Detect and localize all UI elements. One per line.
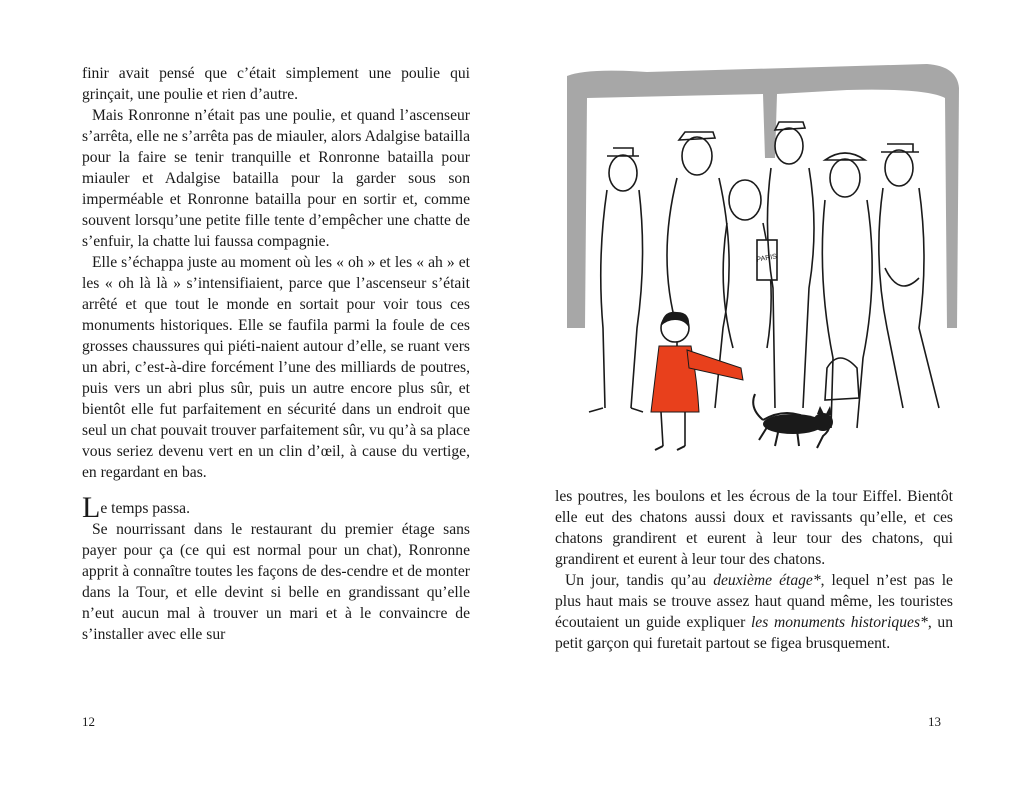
glossary-term: les monuments historiques*	[750, 614, 928, 631]
section-opening	[82, 491, 470, 524]
drop-cap: L	[82, 491, 101, 524]
right-page-text	[555, 486, 953, 654]
text-run: Un jour, tandis qu’au	[565, 572, 714, 589]
paragraph: les poutres, les boulons et les écrous de la tour Eiffel. Bientôt elle eut des chatons aussi doux et ravissants qu’elle, et ces chatons grandirent et eurent à leur tour des chatons, qui grandirent et eurent à leur tour des chatons.	[555, 488, 953, 568]
page-number: 13	[928, 714, 941, 729]
right-page	[512, 0, 1024, 785]
glossary-term: deuxième étage*	[713, 572, 821, 589]
left-page-text	[82, 63, 470, 645]
page-number: 12	[82, 714, 95, 729]
paragraph: Elle s’échappa juste au moment où les « oh » et les « ah » et les « oh là là » s’intensifiaient, parce que l’ascenseur s’était arrêté et que tout le monde en sortait pour voir tous ces monuments historiques. Elle se faufila parmi la foule de ces grosses chaussures qui piéti-naient autour d’elle, se ruant vers un abri, c’est-à-dire forcément l’une des milliards de poutres, puis vers un abri plus sûr, puis un autre encore plus sûr, et bientôt elle fut parfaitement en sécurité dans un endroit que seul un chat pouvait trouver parfaitement sûr, vu qu’à sa place vous seriez devenu vert en un clin d’œil, à cause du vertige, en regardant en bas.	[82, 254, 470, 481]
paragraph: Mais Ronronne n’était pas une poulie, et quand l’ascenseur s’arrêta, elle ne s’arrêta pas de miauler, alors Adalgise batailla pour la faire se tenir tranquille et Ronronne batailla pour miauler et Adalgise batailla pour la garder sous son imperméable et Ronronne batailla pour en sortir et, comme souvent lorsqu’une petite fille tente d’empêcher une chatte de s’enfuir, la chatte lui faussa compagnie.	[82, 107, 470, 250]
paragraph: Se nourrissant dans le restaurant du premier étage sans payer pour ça (ce qui est normal pour un chat), Ronronne apprit à connaître toutes les façons de des-cendre et de monter dans la Tour, et elle devint si belle en grandissant qu’elle n’eut aucun mal à trouver un mari et à le convaincre de s’installer avec elle sur	[82, 521, 470, 643]
paragraph	[555, 570, 953, 654]
paris-sign-text: PARIS	[756, 253, 778, 264]
text-run: , lequel n’est pas le plus haut mais se trouve assez haut quand même, les touristes écoutaient un guide expliquer	[555, 572, 953, 631]
paragraph: finir avait pensé que c’était simplement une poulie qui grinçait, une poulie et rien d’autre.	[82, 65, 470, 103]
crowd-illustration	[527, 28, 979, 473]
section-first-line: e temps passa.	[100, 500, 190, 517]
text-run: , un petit garçon qui furetait partout se figea brusquement.	[555, 614, 954, 652]
